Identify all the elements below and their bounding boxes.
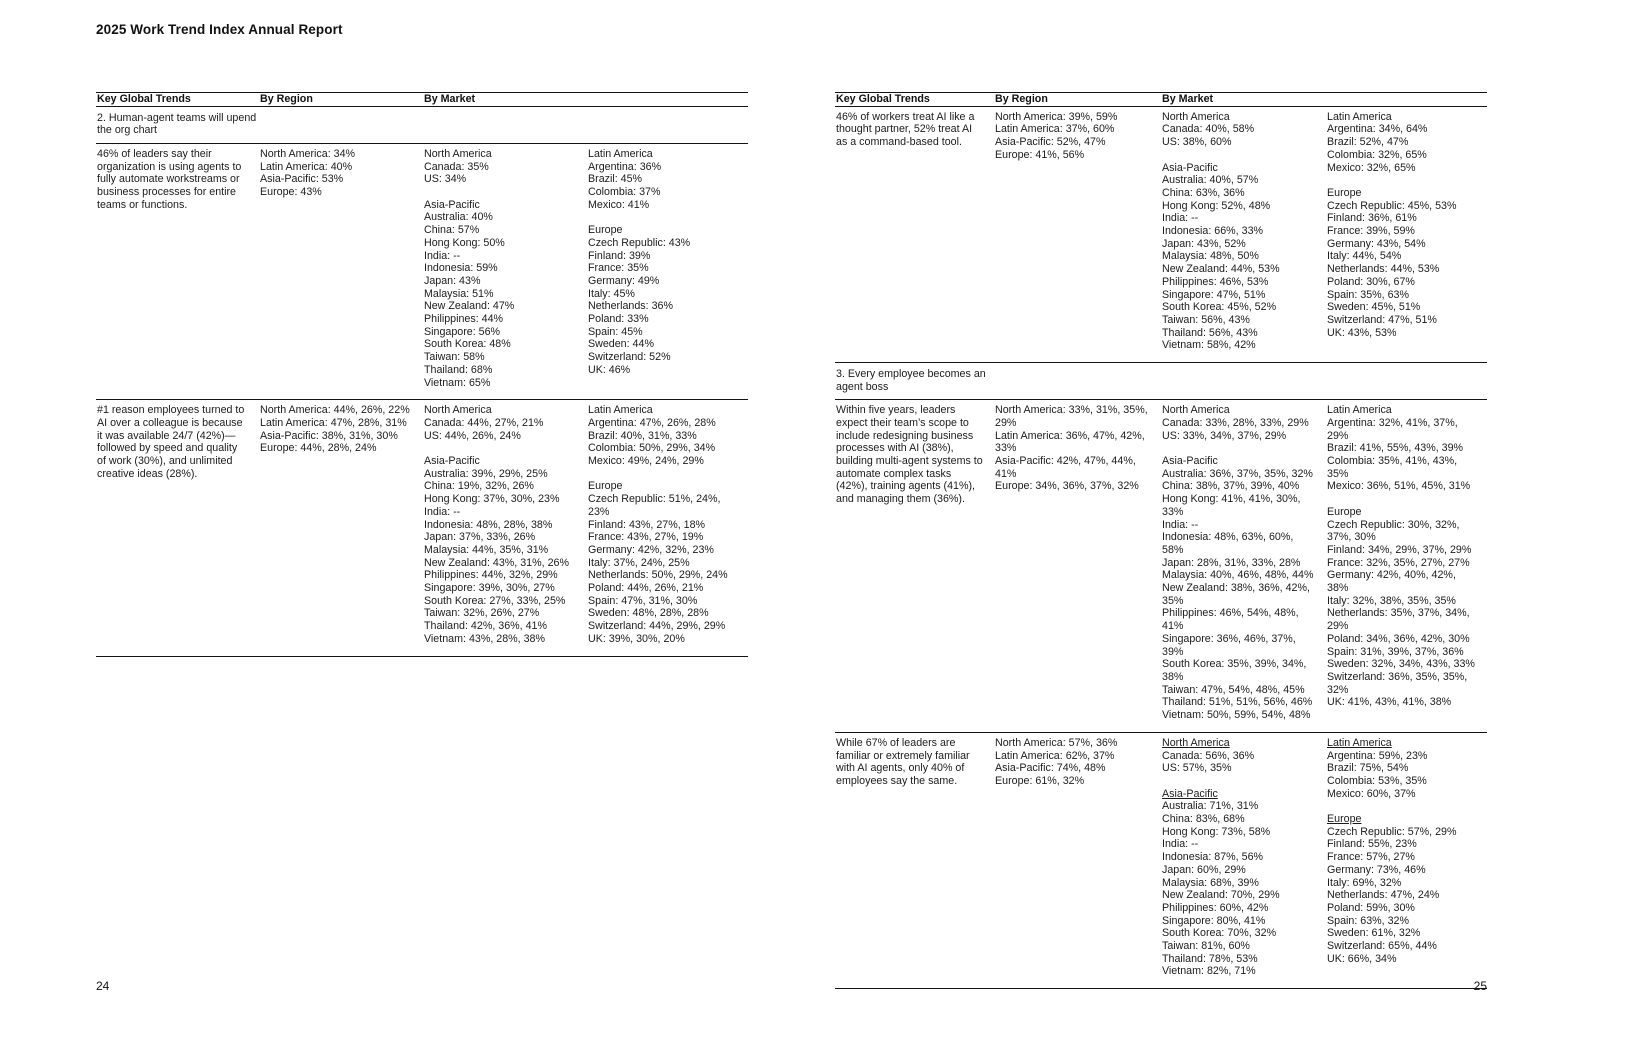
market-entry: UK: 43%, 53% — [1327, 326, 1397, 339]
market-entry: France: 32%, 35%, 27%, 27% — [1327, 556, 1470, 569]
column-header-spacer — [1326, 93, 1487, 106]
market-group — [1327, 506, 1477, 709]
market-entry: Brazil: 41%, 55%, 43%, 39% — [1327, 442, 1464, 455]
market-entry: India: -- — [424, 249, 461, 262]
page-number-right: 25 — [1473, 979, 1487, 993]
market-cell-2 — [1326, 737, 1487, 978]
section-label: 3. Every employee becomes an agent boss — [836, 368, 986, 393]
market-entry: Philippines: 60%, 42% — [1162, 901, 1269, 914]
market-entry: Argentina: 59%, 23% — [1327, 749, 1428, 762]
market-entry: Netherlands: 35%, 37%, 34%, 29% — [1327, 607, 1470, 633]
market-entry: Colombia: 50%, 29%, 34% — [588, 442, 716, 455]
page-number-left: 24 — [96, 979, 110, 993]
market-entry: UK: 39%, 30%, 20% — [588, 632, 685, 645]
market-entry: Thailand: 42%, 36%, 41% — [424, 620, 547, 633]
market-group-name: Europe — [1327, 186, 1362, 199]
market-entry: China: 63%, 36% — [1162, 186, 1245, 199]
market-entry: Spain: 31%, 39%, 37%, 36% — [1327, 645, 1464, 658]
market-entry: Philippines: 46%, 53% — [1162, 275, 1269, 288]
section-header-row — [96, 107, 748, 144]
market-entry: Finland: 34%, 29%, 37%, 29% — [1327, 543, 1472, 556]
market-group-name: Europe — [588, 480, 623, 493]
market-entry: Hong Kong: 37%, 30%, 23% — [424, 493, 560, 506]
market-entry: Germany: 49% — [588, 274, 660, 287]
market-entry: New Zealand: 47% — [424, 300, 515, 313]
market-entry: Japan: 28%, 31%, 33%, 28% — [1162, 556, 1301, 569]
market-entry: Colombia: 37% — [588, 186, 661, 198]
market-entry: Mexico: 49%, 24%, 29% — [588, 455, 704, 468]
market-entry: Singapore: 80%, 41% — [1162, 914, 1266, 927]
region-line: North America: 57%, 36% — [995, 736, 1118, 749]
market-entry: US: 34% — [424, 173, 467, 186]
market-group — [1162, 162, 1316, 353]
region-cell — [259, 404, 423, 645]
market-entry: Australia: 36%, 37%, 35%, 32% — [1162, 467, 1313, 480]
market-group-name: North America — [1162, 736, 1230, 749]
market-cell-2 — [1326, 111, 1487, 352]
market-entry: France: 35% — [588, 262, 649, 275]
market-entry: Finland: 55%, 23% — [1327, 838, 1417, 851]
market-group — [588, 148, 738, 212]
trends-table-left — [96, 92, 748, 657]
market-entry: Philippines: 44% — [424, 313, 504, 326]
market-entry: Finland: 36%, 61% — [1327, 212, 1417, 225]
market-entry: Germany: 42%, 32%, 23% — [588, 543, 714, 556]
market-entry: New Zealand: 70%, 29% — [1162, 889, 1280, 902]
trend-row — [835, 733, 1487, 989]
market-entry: Canada: 40%, 58% — [1162, 123, 1255, 136]
market-entry: Czech Republic: 30%, 32%, 37%, 30% — [1327, 518, 1460, 544]
market-entry: Czech Republic: 51%, 24%, 23% — [588, 493, 721, 518]
market-cell-1 — [423, 148, 587, 389]
market-entry: New Zealand: 38%, 36%, 42%, 35% — [1162, 582, 1310, 607]
market-entry: UK: 46% — [588, 363, 631, 376]
region-line: North America: 39%, 59% — [995, 110, 1118, 123]
market-entry: Italy: 69%, 32% — [1327, 876, 1402, 889]
market-entry: Sweden: 32%, 34%, 43%, 33% — [1327, 658, 1475, 671]
market-entry: Japan: 60%, 29% — [1162, 863, 1246, 876]
region-line: Asia-Pacific: 38%, 31%, 30% — [260, 429, 398, 442]
market-entry: Netherlands: 47%, 24% — [1327, 889, 1440, 902]
market-entry: Poland: 59%, 30% — [1327, 901, 1415, 914]
trend-row — [835, 400, 1487, 733]
market-entry: Indonesia: 48%, 28%, 38% — [424, 518, 553, 531]
market-entry: Vietnam: 50%, 59%, 54%, 48% — [1162, 709, 1311, 722]
market-entry: Netherlands: 36% — [588, 300, 673, 313]
table-header — [96, 93, 748, 107]
table-body — [835, 107, 1487, 989]
market-entry: South Korea: 48% — [424, 338, 511, 351]
market-group — [1327, 813, 1477, 965]
trend-cell: #1 reason employees turned to AI over a colleague is because it was available 24/7 (42%)—followed by speed and quality of work (30%), and unlimited creative ideas (28%). — [97, 404, 245, 480]
market-entry: Switzerland: 52% — [588, 351, 671, 364]
market-entry: US: 33%, 34%, 37%, 29% — [1162, 429, 1287, 442]
market-entry: Sweden: 44% — [588, 338, 654, 351]
market-entry: Malaysia: 44%, 35%, 31% — [424, 543, 549, 556]
region-cell — [994, 111, 1161, 352]
market-entry: Poland: 30%, 67% — [1327, 275, 1415, 288]
market-entry: Australia: 71%, 31% — [1162, 800, 1259, 813]
market-entry: Brazil: 75%, 54% — [1327, 762, 1409, 775]
market-entry: Germany: 42%, 40%, 42%, 38% — [1327, 569, 1456, 595]
region-line: Asia-Pacific: 74%, 48% — [995, 762, 1106, 775]
column-header-by-region: By Region — [995, 93, 1048, 105]
market-cell-1 — [1161, 111, 1326, 352]
trend-cell: 46% of leaders say their organization is using agents to fully automate workstreams or business processes for entire teams or functions. — [97, 147, 242, 211]
market-group-name: Europe — [588, 224, 623, 237]
market-group — [1327, 404, 1477, 493]
market-entry: Italy: 45% — [588, 287, 635, 300]
market-entry: Argentina: 47%, 26%, 28% — [588, 416, 716, 429]
market-group — [424, 148, 577, 186]
market-group — [588, 480, 738, 645]
region-line: Latin America: 36%, 47%, 42%, 33% — [995, 429, 1145, 455]
market-entry: Singapore: 56% — [424, 325, 501, 338]
market-entry: Hong Kong: 73%, 58% — [1162, 825, 1271, 838]
market-group-name: Latin America — [1327, 404, 1392, 417]
region-line: Latin America: 62%, 37% — [995, 749, 1115, 762]
market-entry: Mexico: 41% — [588, 198, 650, 211]
region-line: Asia-Pacific: 53% — [260, 173, 344, 186]
market-entry: South Korea: 70%, 32% — [1162, 927, 1277, 940]
market-entry: Germany: 43%, 54% — [1327, 237, 1426, 250]
region-line: North America: 44%, 26%, 22% — [260, 404, 410, 417]
market-entry: Finland: 43%, 27%, 18% — [588, 518, 706, 531]
market-group-name: Latin America — [588, 404, 653, 417]
market-entry: Taiwan: 81%, 60% — [1162, 940, 1250, 953]
region-cell — [994, 404, 1161, 722]
market-entry: Sweden: 45%, 51% — [1327, 301, 1421, 314]
market-group — [424, 455, 577, 646]
market-group — [1162, 788, 1316, 979]
market-entry: Taiwan: 58% — [424, 351, 485, 364]
market-entry: Spain: 63%, 32% — [1327, 914, 1409, 927]
market-entry: Brazil: 52%, 47% — [1327, 136, 1409, 149]
market-cell-1 — [1161, 404, 1326, 722]
table-header — [835, 93, 1487, 107]
market-entry: China: 57% — [424, 224, 480, 237]
market-entry: Taiwan: 56%, 43% — [1162, 313, 1250, 326]
market-entry: Italy: 32%, 38%, 35%, 35% — [1327, 594, 1456, 607]
market-entry: Colombia: 53%, 35% — [1327, 774, 1427, 787]
table-body — [96, 107, 748, 657]
region-cell — [994, 737, 1161, 978]
market-entry: India: -- — [1162, 518, 1199, 531]
market-entry: Japan: 43% — [424, 274, 481, 287]
market-entry: Thailand: 51%, 51%, 56%, 46% — [1162, 696, 1313, 709]
section-label: 2. Human-agent teams will upend the org chart — [97, 111, 257, 137]
region-line: North America: 34% — [260, 147, 356, 160]
market-entry: Indonesia: 66%, 33% — [1162, 225, 1264, 238]
market-entry: France: 39%, 59% — [1327, 225, 1415, 238]
market-entry: Netherlands: 50%, 29%, 24% — [588, 569, 728, 582]
market-entry: Malaysia: 51% — [424, 287, 494, 300]
market-entry: Spain: 35%, 63% — [1327, 288, 1409, 301]
market-entry: Poland: 44%, 26%, 21% — [588, 582, 704, 595]
market-group — [424, 404, 577, 442]
market-entry: Mexico: 32%, 65% — [1327, 161, 1416, 174]
market-entry: Switzerland: 47%, 51% — [1327, 313, 1437, 326]
market-entry: Philippines: 46%, 54%, 48%, 41% — [1162, 607, 1299, 633]
trend-cell: While 67% of leaders are familiar or extremely familiar with AI agents, only 40% of employees say the same. — [836, 736, 970, 787]
market-entry: Australia: 40%, 57% — [1162, 174, 1259, 187]
market-group — [424, 199, 577, 390]
region-cell — [259, 148, 423, 389]
market-entry: Taiwan: 47%, 54%, 48%, 45% — [1162, 683, 1305, 696]
trends-table-right — [835, 92, 1487, 989]
market-entry: Argentina: 32%, 41%, 37%, 29% — [1327, 416, 1458, 442]
market-entry: Taiwan: 32%, 26%, 27% — [424, 607, 540, 620]
market-entry: India: -- — [424, 505, 461, 518]
region-line: Europe: 61%, 32% — [995, 774, 1085, 787]
market-entry: New Zealand: 44%, 53% — [1162, 263, 1280, 276]
market-entry: Australia: 39%, 29%, 25% — [424, 467, 548, 480]
market-entry: India: -- — [1162, 838, 1199, 851]
market-entry: Brazil: 45% — [588, 173, 643, 186]
market-group-name: Asia-Pacific — [424, 455, 480, 468]
market-group — [1327, 187, 1477, 339]
page-25 — [835, 92, 1487, 989]
market-entry: Malaysia: 48%, 50% — [1162, 250, 1259, 263]
market-entry: Vietnam: 82%, 71% — [1162, 965, 1256, 978]
market-entry: Canada: 35% — [424, 160, 489, 173]
market-entry: Indonesia: 48%, 63%, 60%, 58% — [1162, 531, 1294, 556]
market-entry: South Korea: 45%, 52% — [1162, 301, 1277, 314]
market-group — [1162, 404, 1316, 442]
trend-cell: 46% of workers treat AI like a thought partner, 52% treat AI as a command-based tool. — [836, 110, 975, 149]
market-entry: US: 38%, 60% — [1162, 136, 1232, 149]
market-group-name: Europe — [1327, 813, 1362, 825]
report-title: 2025 Work Trend Index Annual Report — [96, 22, 343, 37]
market-entry: Australia: 40% — [424, 211, 493, 224]
market-entry: US: 44%, 26%, 24% — [424, 429, 521, 442]
market-entry: New Zealand: 43%, 31%, 26% — [424, 556, 569, 569]
market-entry: UK: 66%, 34% — [1327, 952, 1397, 965]
market-entry: Canada: 44%, 27%, 21% — [424, 416, 544, 429]
market-entry: France: 57%, 27% — [1327, 851, 1415, 864]
market-group-name: North America — [424, 404, 492, 417]
market-group-name: Asia-Pacific — [1162, 787, 1218, 800]
market-entry: Sweden: 48%, 28%, 28% — [588, 607, 709, 620]
market-entry: Vietnam: 65% — [424, 376, 491, 389]
market-entry: Spain: 47%, 31%, 30% — [588, 594, 698, 607]
market-entry: Czech Republic: 57%, 29% — [1327, 825, 1457, 838]
market-entry: Canada: 56%, 36% — [1162, 749, 1255, 762]
market-cell-2 — [587, 148, 748, 389]
trend-row — [835, 107, 1487, 363]
market-entry: Singapore: 47%, 51% — [1162, 288, 1266, 301]
market-entry: Hong Kong: 41%, 41%, 30%, 33% — [1162, 493, 1301, 518]
market-entry: Malaysia: 68%, 39% — [1162, 876, 1259, 889]
market-entry: India: -- — [1162, 212, 1199, 225]
market-entry: Singapore: 39%, 30%, 27% — [424, 582, 555, 595]
market-entry: China: 19%, 32%, 26% — [424, 480, 534, 493]
region-line: Latin America: 37%, 60% — [995, 123, 1115, 136]
trend-row — [96, 144, 748, 400]
market-entry: Poland: 33% — [588, 313, 649, 326]
market-entry: Finland: 39% — [588, 249, 651, 262]
market-entry: Thailand: 68% — [424, 363, 493, 376]
market-entry: Hong Kong: 50% — [424, 236, 505, 249]
market-entry: Spain: 45% — [588, 325, 643, 338]
market-entry: US: 57%, 35% — [1162, 762, 1232, 775]
market-entry: Switzerland: 36%, 35%, 35%, 32% — [1327, 670, 1468, 696]
market-group-name: North America — [1162, 110, 1230, 123]
market-cell-2 — [587, 404, 748, 645]
page-24 — [96, 92, 748, 657]
market-entry: Argentina: 36% — [588, 160, 662, 173]
market-group-name: North America — [424, 147, 492, 160]
market-group-name: Asia-Pacific — [424, 198, 480, 211]
market-entry: Switzerland: 44%, 29%, 29% — [588, 620, 726, 633]
market-entry: Hong Kong: 52%, 48% — [1162, 199, 1271, 212]
market-entry: Germany: 73%, 46% — [1327, 863, 1426, 876]
market-entry: Poland: 34%, 36%, 42%, 30% — [1327, 632, 1470, 645]
column-header-by-market: By Market — [1162, 93, 1214, 105]
region-line: Latin America: 47%, 28%, 31% — [260, 416, 407, 429]
region-line: Asia-Pacific: 52%, 47% — [995, 136, 1106, 149]
market-entry: Japan: 43%, 52% — [1162, 237, 1246, 250]
market-entry: Argentina: 34%, 64% — [1327, 123, 1428, 136]
market-entry: Italy: 44%, 54% — [1327, 250, 1402, 263]
trend-cell: Within five years, leaders expect their team’s scope to include redesigning business processes with AI (38%), building multi-agent systems to automate complex tasks (42%), training agents (41%), and managing them (36%). — [836, 404, 983, 506]
trend-row — [96, 400, 748, 656]
column-header-key-global-trends: Key Global Trends — [836, 93, 930, 105]
market-entry: Thailand: 56%, 43% — [1162, 326, 1258, 339]
market-group — [588, 404, 738, 468]
market-group-name: Europe — [1327, 505, 1362, 518]
market-entry: Czech Republic: 45%, 53% — [1327, 199, 1457, 212]
market-group-name: North America — [1162, 404, 1230, 417]
market-entry: Mexico: 36%, 51%, 45%, 31% — [1327, 480, 1471, 493]
market-entry: Colombia: 32%, 65% — [1327, 148, 1427, 161]
market-entry: Czech Republic: 43% — [588, 236, 691, 249]
market-entry: Japan: 37%, 33%, 26% — [424, 531, 536, 544]
market-cell-1 — [423, 404, 587, 645]
market-group-name: Latin America — [1327, 736, 1392, 749]
section-header-row — [835, 363, 1487, 400]
market-entry: Vietnam: 58%, 42% — [1162, 339, 1256, 352]
market-group-name: Latin America — [1327, 110, 1392, 123]
market-group-name: Latin America — [588, 147, 653, 160]
market-entry: China: 38%, 37%, 39%, 40% — [1162, 480, 1300, 493]
market-group — [1327, 111, 1477, 175]
market-entry: Canada: 33%, 28%, 33%, 29% — [1162, 416, 1309, 429]
region-line: Europe: 34%, 36%, 37%, 32% — [995, 480, 1139, 493]
market-cell-2 — [1326, 404, 1487, 722]
region-line: Asia-Pacific: 42%, 47%, 44%, 41% — [995, 455, 1136, 480]
market-group-name: Asia-Pacific — [1162, 455, 1218, 468]
market-group — [1162, 455, 1316, 722]
market-entry: France: 43%, 27%, 19% — [588, 531, 704, 544]
market-entry: Malaysia: 40%, 46%, 48%, 44% — [1162, 569, 1314, 582]
market-entry: Indonesia: 87%, 56% — [1162, 851, 1264, 864]
market-entry: South Korea: 27%, 33%, 25% — [424, 594, 566, 607]
market-entry: UK: 41%, 43%, 41%, 38% — [1327, 696, 1452, 709]
region-line: North America: 33%, 31%, 35%, 29% — [995, 404, 1148, 429]
column-header-by-market: By Market — [424, 93, 476, 105]
market-entry: Philippines: 44%, 32%, 29% — [424, 569, 558, 582]
market-group-name: Asia-Pacific — [1162, 161, 1218, 174]
market-group — [1327, 737, 1477, 801]
column-header-spacer — [587, 93, 748, 106]
market-group — [1162, 737, 1316, 775]
market-entry: Singapore: 36%, 46%, 37%, 39% — [1162, 632, 1296, 658]
market-entry: Indonesia: 59% — [424, 262, 498, 275]
market-entry: Colombia: 35%, 41%, 43%, 35% — [1327, 455, 1458, 480]
column-header-by-region: By Region — [260, 93, 313, 105]
region-line: Europe: 44%, 28%, 24% — [260, 442, 377, 455]
market-entry: Brazil: 40%, 31%, 33% — [588, 429, 697, 442]
market-entry: Sweden: 61%, 32% — [1327, 927, 1421, 940]
region-line: Europe: 43% — [260, 186, 322, 198]
column-header-key-global-trends: Key Global Trends — [97, 93, 191, 105]
market-entry: Vietnam: 43%, 28%, 38% — [424, 632, 546, 645]
market-entry: South Korea: 35%, 39%, 34%, 38% — [1162, 658, 1307, 683]
region-line: Latin America: 40% — [260, 160, 353, 173]
market-cell-1 — [1161, 737, 1326, 978]
market-entry: Thailand: 78%, 53% — [1162, 952, 1258, 965]
region-line: Europe: 41%, 56% — [995, 148, 1085, 161]
market-group — [1162, 111, 1316, 149]
market-entry: Italy: 37%, 24%, 25% — [588, 556, 690, 569]
market-entry: Netherlands: 44%, 53% — [1327, 263, 1440, 276]
market-entry: Switzerland: 65%, 44% — [1327, 940, 1437, 953]
market-entry: Mexico: 60%, 37% — [1327, 787, 1416, 800]
market-entry: China: 83%, 68% — [1162, 813, 1245, 825]
market-group — [588, 224, 738, 376]
